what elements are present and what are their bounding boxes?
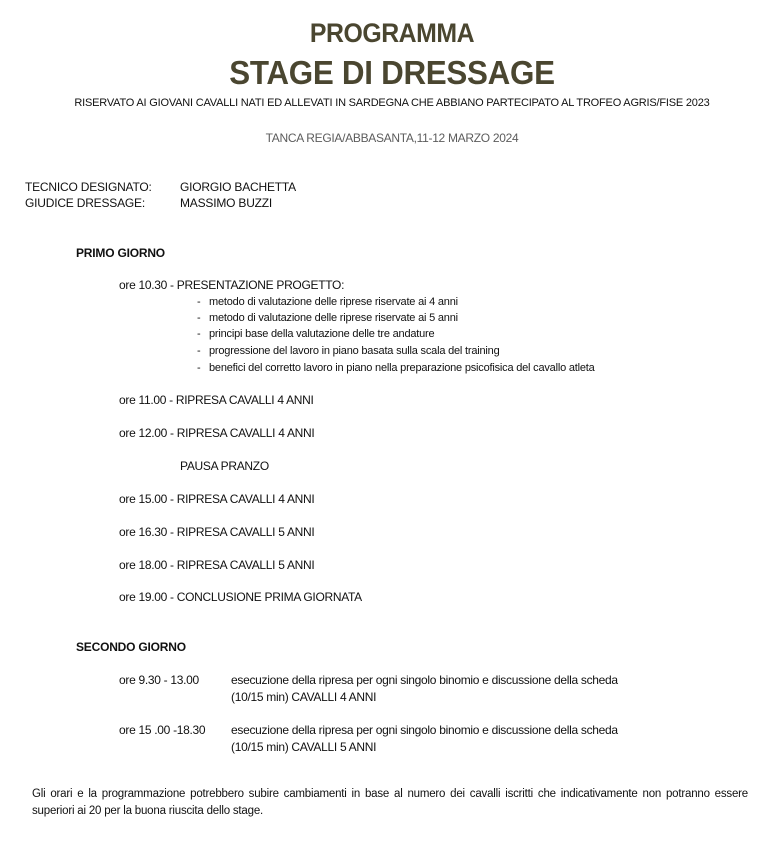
- day2-desc: esecuzione della ripresa per ogni singolo binomio e discussione della scheda (10/15 min) CAVALLI 5 ANNI: [231, 723, 618, 754]
- bullet-item: - metodo di valutazione delle riprese riservate ai 4 anni: [197, 296, 458, 308]
- venue-date: TANCA REGIA/ABBASANTA,11-12 MARZO 2024: [265, 131, 519, 145]
- bullet-item: - progressione del lavoro in piano basata sulla scala del training: [197, 345, 500, 357]
- staff-role-tecnico: TECNICO DESIGNATO:: [25, 180, 152, 194]
- page-subtitle: STAGE DI DRESSAGE: [229, 54, 555, 91]
- footer-note: Gli orari e la programmazione potrebbero subire cambiamenti in base al numero dei cavalli iscritti che indicativamente non potranno essere superiori ai 20 per la buona riuscita dello stage.: [32, 788, 748, 817]
- schedule-item: ore 15.00 - RIPRESA CAVALLI 4 ANNI: [119, 492, 315, 506]
- page-title: PROGRAMMA: [309, 18, 475, 48]
- schedule-item: ore 12.00 - RIPRESA CAVALLI 4 ANNI: [119, 426, 315, 440]
- schedule-item: ore 16.30 - RIPRESA CAVALLI 5 ANNI: [119, 525, 315, 539]
- day2-heading: SECONDO GIORNO: [76, 640, 186, 654]
- schedule-item: ore 18.00 - RIPRESA CAVALLI 5 ANNI: [119, 558, 315, 572]
- staff-name-tecnico: GIORGIO BACHETTA: [180, 180, 296, 194]
- day2-time: ore 9.30 - 13.00: [119, 673, 199, 687]
- day1-heading: PRIMO GIORNO: [76, 246, 165, 260]
- staff-name-giudice: MASSIMO BUZZI: [180, 196, 273, 210]
- bullet-item: - benefici del corretto lavoro in piano nella preparazione psicofisica del cavallo atleta: [197, 362, 595, 374]
- staff-role-giudice: GIUDICE DRESSAGE:: [25, 196, 145, 210]
- lunch-break: PAUSA PRANZO: [180, 459, 269, 473]
- eligibility-note: RISERVATO AI GIOVANI CAVALLI NATI ED ALLEVATI IN SARDEGNA CHE ABBIANO PARTECIPATO AL TROFEO AGRIS/FISE 2023: [74, 97, 710, 109]
- schedule-presentation: ore 10.30 - PRESENTAZIONE PROGETTO:: [119, 278, 345, 292]
- schedule-item: ore 11.00 - RIPRESA CAVALLI 4 ANNI: [119, 393, 314, 407]
- bullet-item: - principi base della valutazione delle tre andature: [197, 328, 435, 340]
- bullet-item: - metodo di valutazione delle riprese riservate ai 5 anni: [197, 312, 458, 324]
- day2-time: ore 15 .00 -18.30: [119, 723, 206, 737]
- schedule-item: ore 19.00 - CONCLUSIONE PRIMA GIORNATA: [119, 590, 362, 604]
- day2-desc: esecuzione della ripresa per ogni singolo binomio e discussione della scheda (10/15 min) CAVALLI 4 ANNI: [231, 673, 618, 704]
